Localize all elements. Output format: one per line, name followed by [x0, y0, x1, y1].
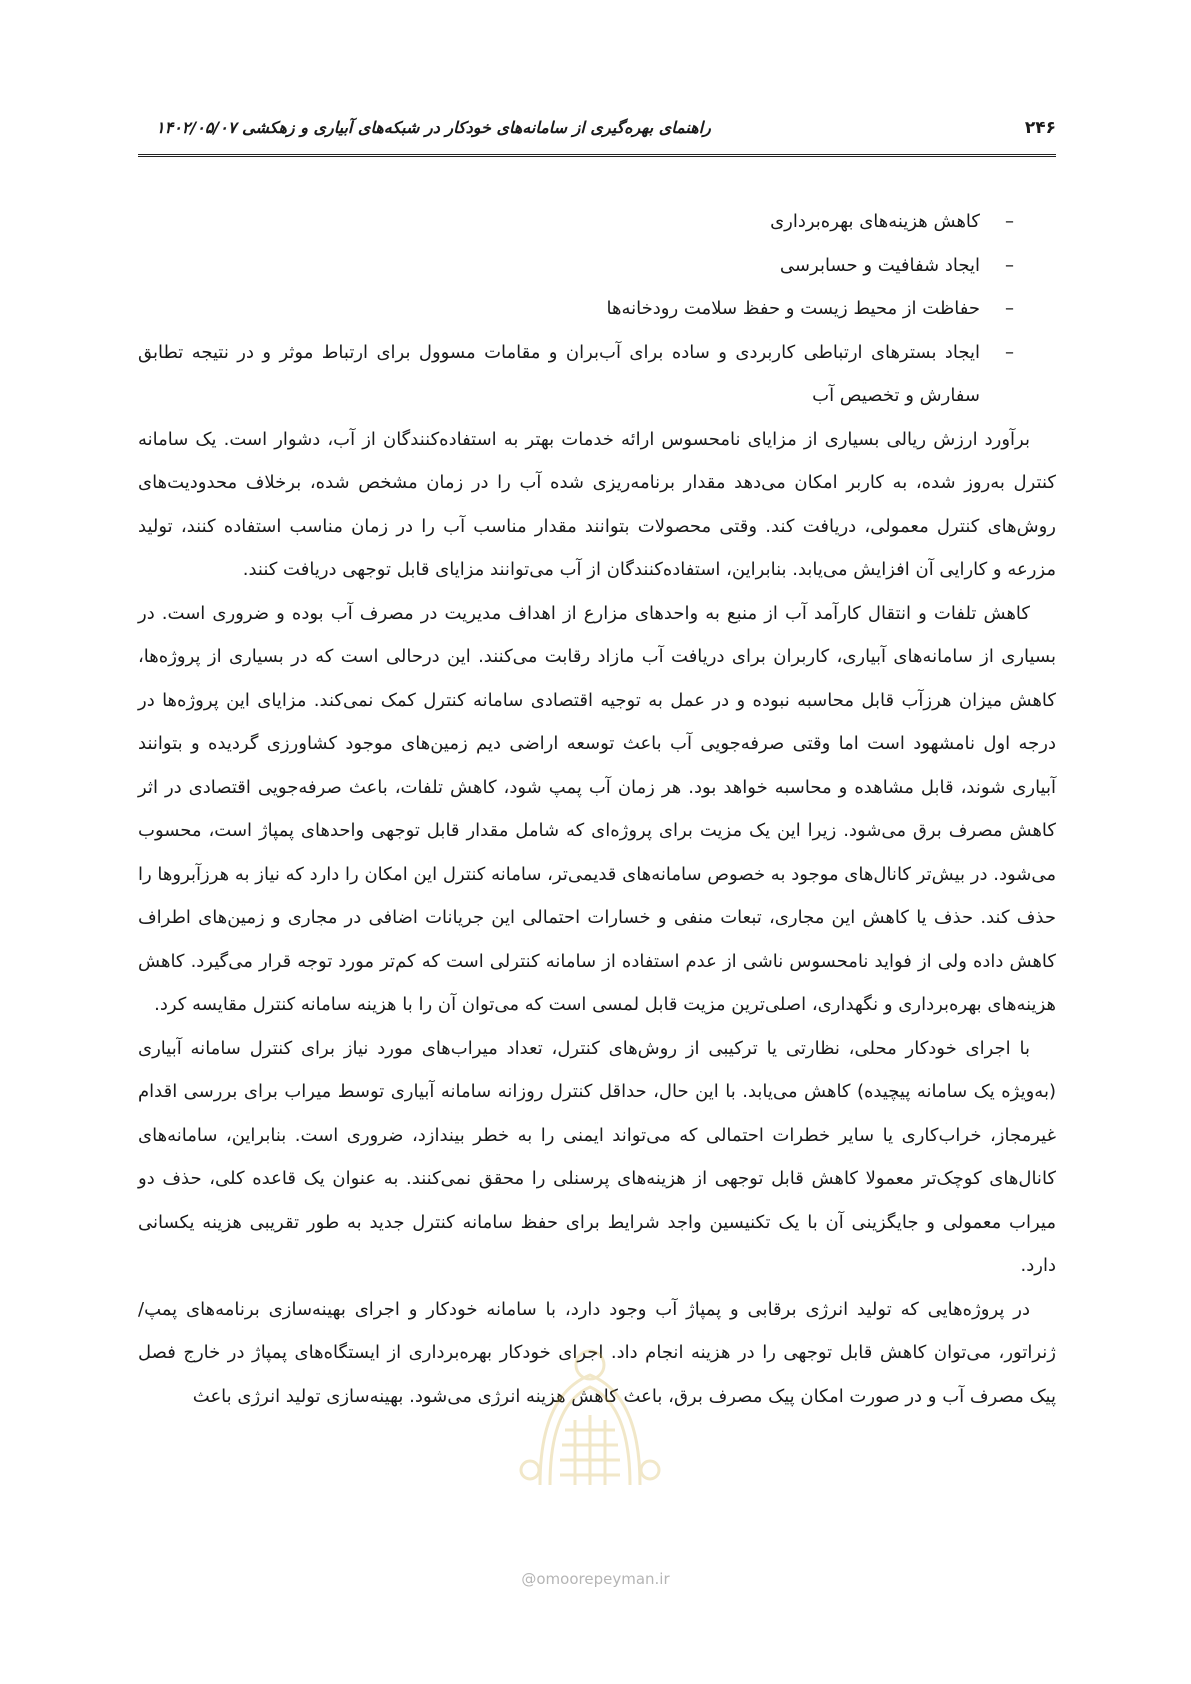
- page-number: ۲۴۶: [1024, 118, 1056, 138]
- running-title: [138, 118, 711, 137]
- bullet-item: [138, 200, 1056, 244]
- bullet-text: حفاظت از محیط زیست و حفظ سلامت رودخانه‌ها: [606, 298, 980, 319]
- dash-icon: –: [1005, 298, 1014, 319]
- bullet-text: ایجاد بسترهای ارتباطی کاربردی و ساده برای آب‌بران و مقامات مسوول برای ارتباط موثر و در نتیجه تطابق سفارش و تخصیص آب: [138, 341, 980, 406]
- running-title-text: راهنمای بهره‌گیری از سامانه‌های خودکار در شبکه‌های آبیاری و زهکشی: [242, 118, 711, 137]
- page-header: [138, 118, 1056, 158]
- running-title-date: ۱۴۰۲/۰۵/۰۷: [156, 118, 237, 137]
- dash-icon: –: [1005, 211, 1014, 232]
- dash-icon: –: [1005, 341, 1014, 363]
- watermark-site: @omoorepeyman.ir: [521, 1570, 670, 1588]
- bullet-list: [138, 200, 1056, 418]
- paragraph: برآورد ارزش ریالی بسیاری از مزایای نامحسوس ارائه خدمات بهتر به استفاده‌کنندگان از آب، دشوار است. یک سامانه کنترل به‌روز شده، به کاربر امکان می‌دهد مقدار برنامه‌ریزی شده آب را در زمان مشخص شده، برخلاف محدودیت‌های روش‌های کنترل معمولی، دریافت کند. وقتی محصولات بتوانند مقدار مناسب آب را در زمان مناسب استفاده کنند، تولید مزرعه و کارایی آن افزایش می‌یابد. بنابراین، استفاده‌کنندگان از آب می‌توانند مزایای قابل توجهی دریافت کنند.: [138, 428, 1056, 580]
- dash-icon: –: [1005, 254, 1014, 276]
- bullet-item: [138, 244, 1056, 288]
- bullet-text: کاهش هزینه‌های بهره‌برداری: [770, 211, 980, 232]
- page-body: [138, 200, 1056, 1418]
- bullet-text: ایجاد شفافیت و حسابرسی: [779, 254, 980, 276]
- paragraph: با اجرای خودکار محلی، نظارتی یا ترکیبی از روش‌های کنترل، تعداد میراب‌های مورد نیاز برای کنترل سامانه آبیاری (به‌ویژه یک سامانه پیچیده) کاهش می‌یابد. با این حال، حداقل کنترل روزانه سامانه آبیاری توسط میراب برای بررسی اقدام غیرمجاز، خراب‌کاری یا سایر خطرات احتمالی که می‌تواند ایمنی را به خطر بیندازد، ضروری است. بنابراین، سامانه‌های کانال‌های کوچک‌تر معمولا کاهش قابل توجهی از هزینه‌های پرسنلی را محقق نمی‌کنند. به عنوان یک قاعده کلی، حذف دو میراب معمولی و جایگزینی آن با یک تکنیسین واجد شرایط برای حفظ سامانه کنترل جدید به طور تقریبی هزینه یکسانی دارد.: [138, 1037, 1056, 1276]
- bullet-item: [138, 331, 1056, 418]
- paragraph: کاهش تلفات و انتقال کارآمد آب از منبع به واحدهای مزارع از اهداف مدیریت در مصرف آب بوده و ضروری است. در بسیاری از سامانه‌های آبیاری، کاربران برای دریافت آب مازاد رقابت می‌کنند. این درحالی است که در بسیاری از پروژه‌ها، کاهش میزان هرزآب قابل محاسبه نبوده و در عمل به توجیه اقتصادی سامانه کنترل کمک نمی‌کند. مزایای این پروژه‌ها در درجه اول نامشهود است اما وقتی صرفه‌جویی آب باعث توسعه اراضی دیم زمین‌های موجود کشاورزی گردیده و بتوانند آبیاری شوند، قابل مشاهده و محاسبه خواهد بود. هر زمان آب پمپ شود، کاهش تلفات، باعث صرفه‌جویی اقتصادی در اثر کاهش مصرف برق می‌شود. زیرا این یک مزیت برای پروژه‌ای که شامل مقدار قابل توجهی واحدهای پمپاژ است، محسوب می‌شود. در بیش‌تر کانال‌های موجود به خصوص سامانه‌های قدیمی‌تر، سامانه کنترل این امکان را دارد که نیاز به هرزآبروها را حذف کند. حذف یا کاهش این مجاری، تبعات منفی و خسارات احتمالی این جریانات اضافی در مجاری و زمین‌های اطراف کاهش داده ولی از فواید نامحسوس ناشی از عدم استفاده از سامانه کنترلی است که کم‌تر مورد توجه قرار می‌گیرد. کاهش هزینه‌های بهره‌برداری و نگهداری، اصلی‌ترین مزیت قابل لمسی است که می‌توان آن را با هزینه سامانه کنترل مقایسه کرد.: [138, 602, 1056, 1015]
- paragraph: در پروژه‌هایی که تولید انرژی برقابی و پمپاژ آب وجود دارد، با سامانه خودکار و اجرای بهینه‌سازی برنامه‌های پمپ/ ژنراتور، می‌توان کاهش قابل توجهی را در هزینه انجام داد. اجرای خودکار بهره‌برداری از ایستگاه‌های پمپاژ در خارج فصل پیک مصرف آب و در صورت امکان پیک مصرف برق، باعث کاهش هزینه انرژی می‌شود. بهینه‌سازی تولید انرژی باعث: [138, 1298, 1056, 1407]
- bullet-item: [138, 287, 1056, 331]
- header-rule: [138, 154, 1056, 157]
